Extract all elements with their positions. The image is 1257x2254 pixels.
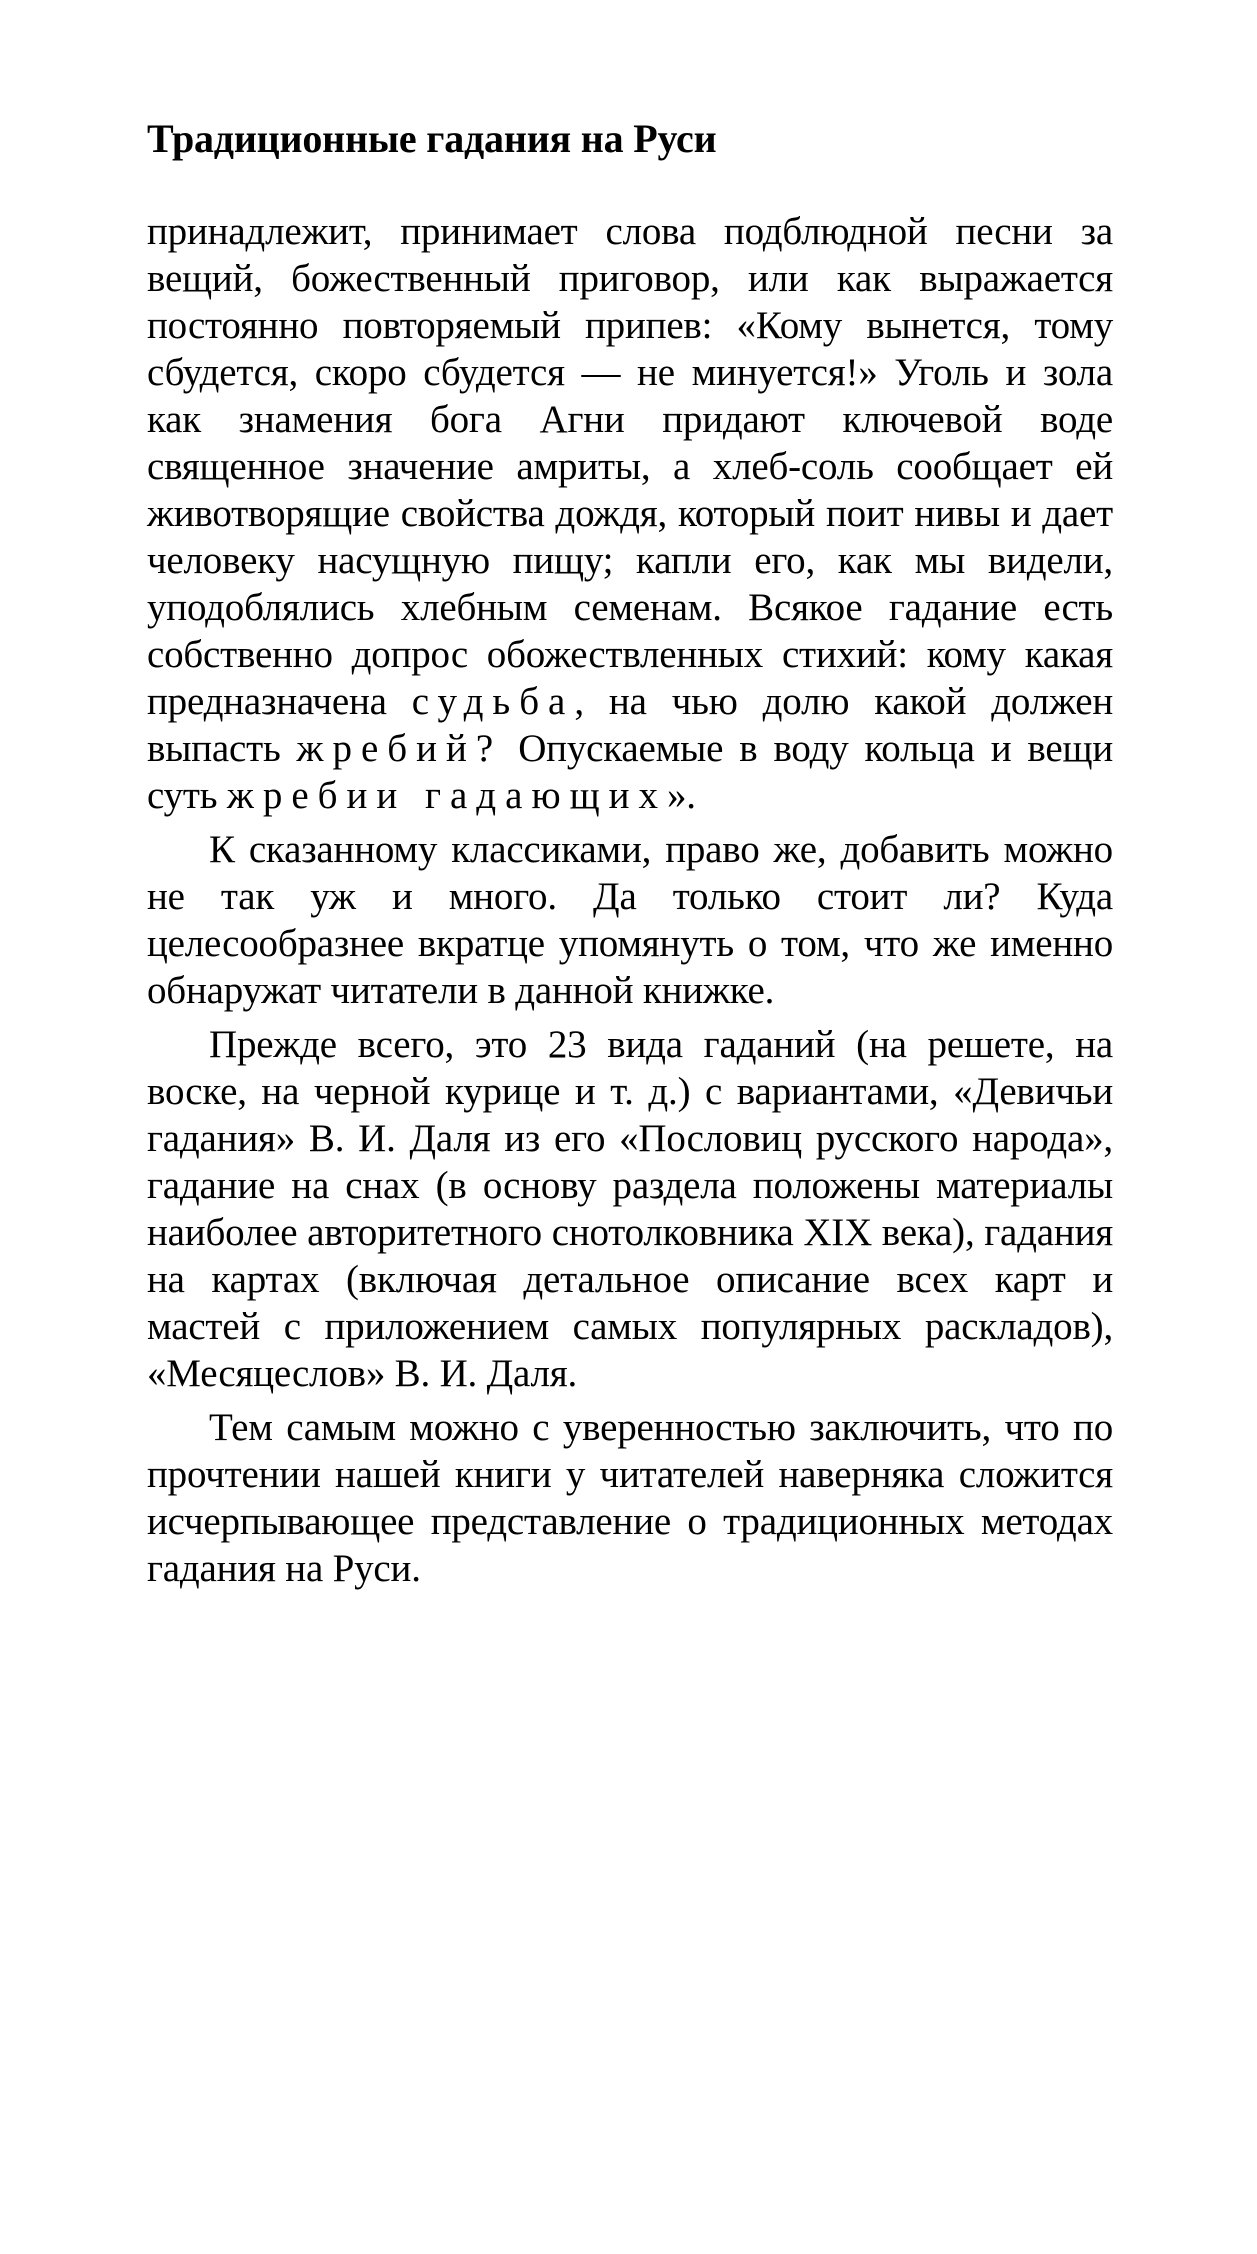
running-head: Традиционные гадания на Руси (147, 116, 717, 161)
paragraph-text: К сказанному классиками, право же, добавить можно не так уж и много. Да только стоит ли? Куда целесообразнее вкратце упомянуть о том, что же именно обнаружат читатели в данной книжке. (147, 828, 1113, 1012)
body-text (147, 208, 1113, 1592)
paragraph-3 (147, 1021, 1113, 1397)
paragraph-text: Прежде всего, это 23 вида гаданий (на решете, на воске, на черной курице и т. д.) с вариантами, «Девичьи гадания» В. И. Даля из его «Пословиц русского народа», гадание на снах (в основу раздела положены материалы наиболее авторитетного снотолковника XIX века), гадания на картах (включая детальное описание всех карт и мастей с приложением самых популярных раскладов), «Месяцеслов» В. И. Даля. (147, 1023, 1113, 1395)
paragraph-text: ». (666, 774, 696, 817)
paragraph-text: принадлежит, принимает слова подблюдной песни за вещий, божественный приговор, или как выражается постоянно повторяемый припев: «Кому вынется, тому сбудется, скоро сбудется — не минуется!» Уголь и зола как знамения бога Агни придают ключевой воде священное значение амриты, а хлеб-соль сообщает ей животворящие свойства дождя, который поит нивы и дает человеку насущную пищу; капли его, как мы видели, уподоблялись хлебным семенам. Всякое гадание есть собственно допрос обожествленных стихий: кому какая предназначена (147, 210, 1113, 723)
book-page (147, 112, 1113, 1599)
paragraph-text: Опускаемые в воду кольца и вещи суть (147, 727, 1113, 817)
spaced-emphasis: жребии гадающих (226, 774, 667, 817)
paragraph-2 (147, 826, 1113, 1014)
spaced-emphasis: судьба (411, 680, 575, 723)
spaced-emphasis: жребий? (296, 727, 503, 770)
paragraph-1 (147, 208, 1113, 819)
paragraph-text: , на чью долю какой должен выпасть (147, 680, 1113, 770)
paragraph-text: Тем самым можно с уверенностью заключить, что по прочтении нашей книги у читателей наверняка сложится исчерпывающее представление о традиционных методах гадания на Руси. (147, 1406, 1113, 1590)
paragraph-4 (147, 1404, 1113, 1592)
